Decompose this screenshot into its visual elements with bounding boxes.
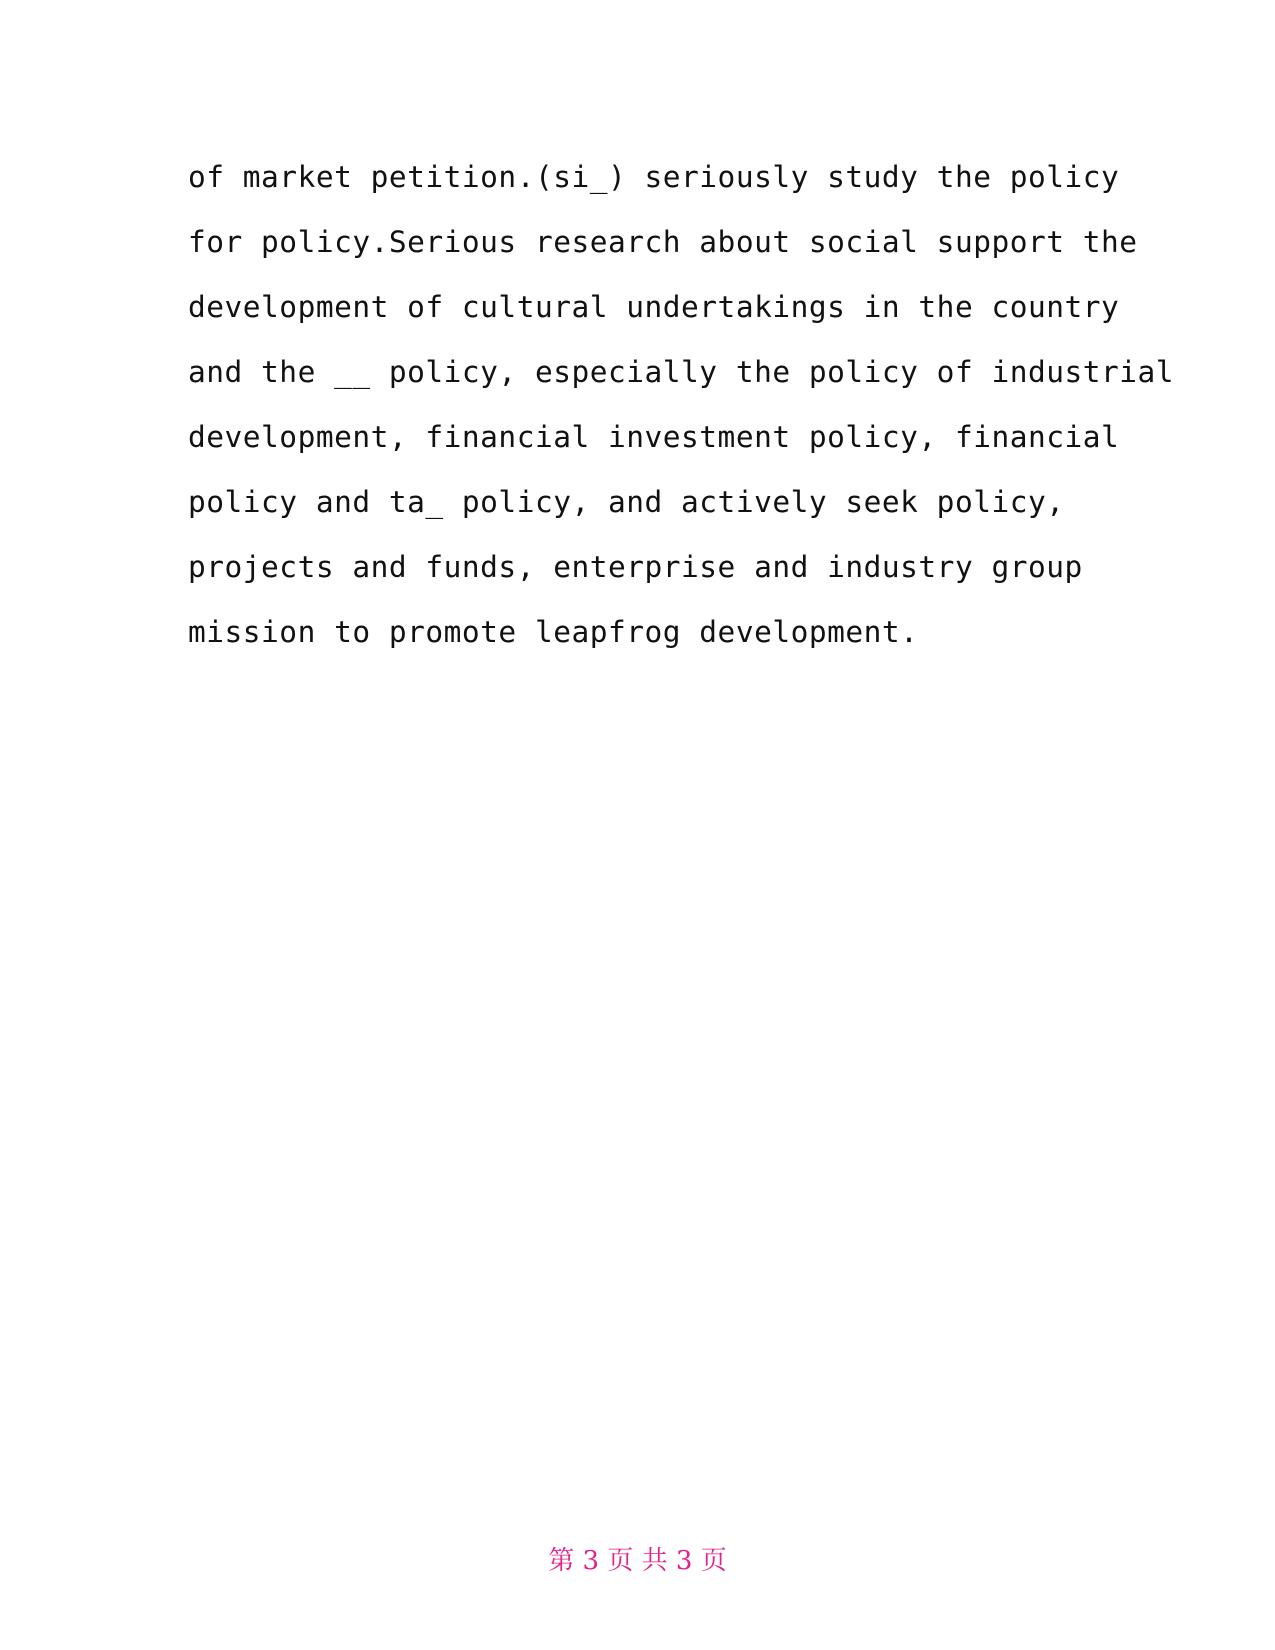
text-line: development of cultural undertakings in the country <box>188 290 1120 324</box>
page-number-footer: 第 3 页 共 3 页 <box>548 1546 727 1576</box>
text-line: development, financial investment policy, financial <box>188 420 1120 454</box>
text-line: for policy.Serious research about social support the <box>188 225 1138 259</box>
text-line: and the __ policy, especially the policy of industrial <box>188 355 1175 389</box>
text-line: of market petition.(si_) seriously study the policy <box>188 160 1120 194</box>
body-paragraph <box>188 145 1175 665</box>
text-line: mission to promote leapfrog development. <box>188 615 919 649</box>
text-line: policy and ta_ policy, and actively seek policy, <box>188 485 1065 519</box>
text-line: projects and funds, enterprise and industry group <box>188 550 1083 584</box>
